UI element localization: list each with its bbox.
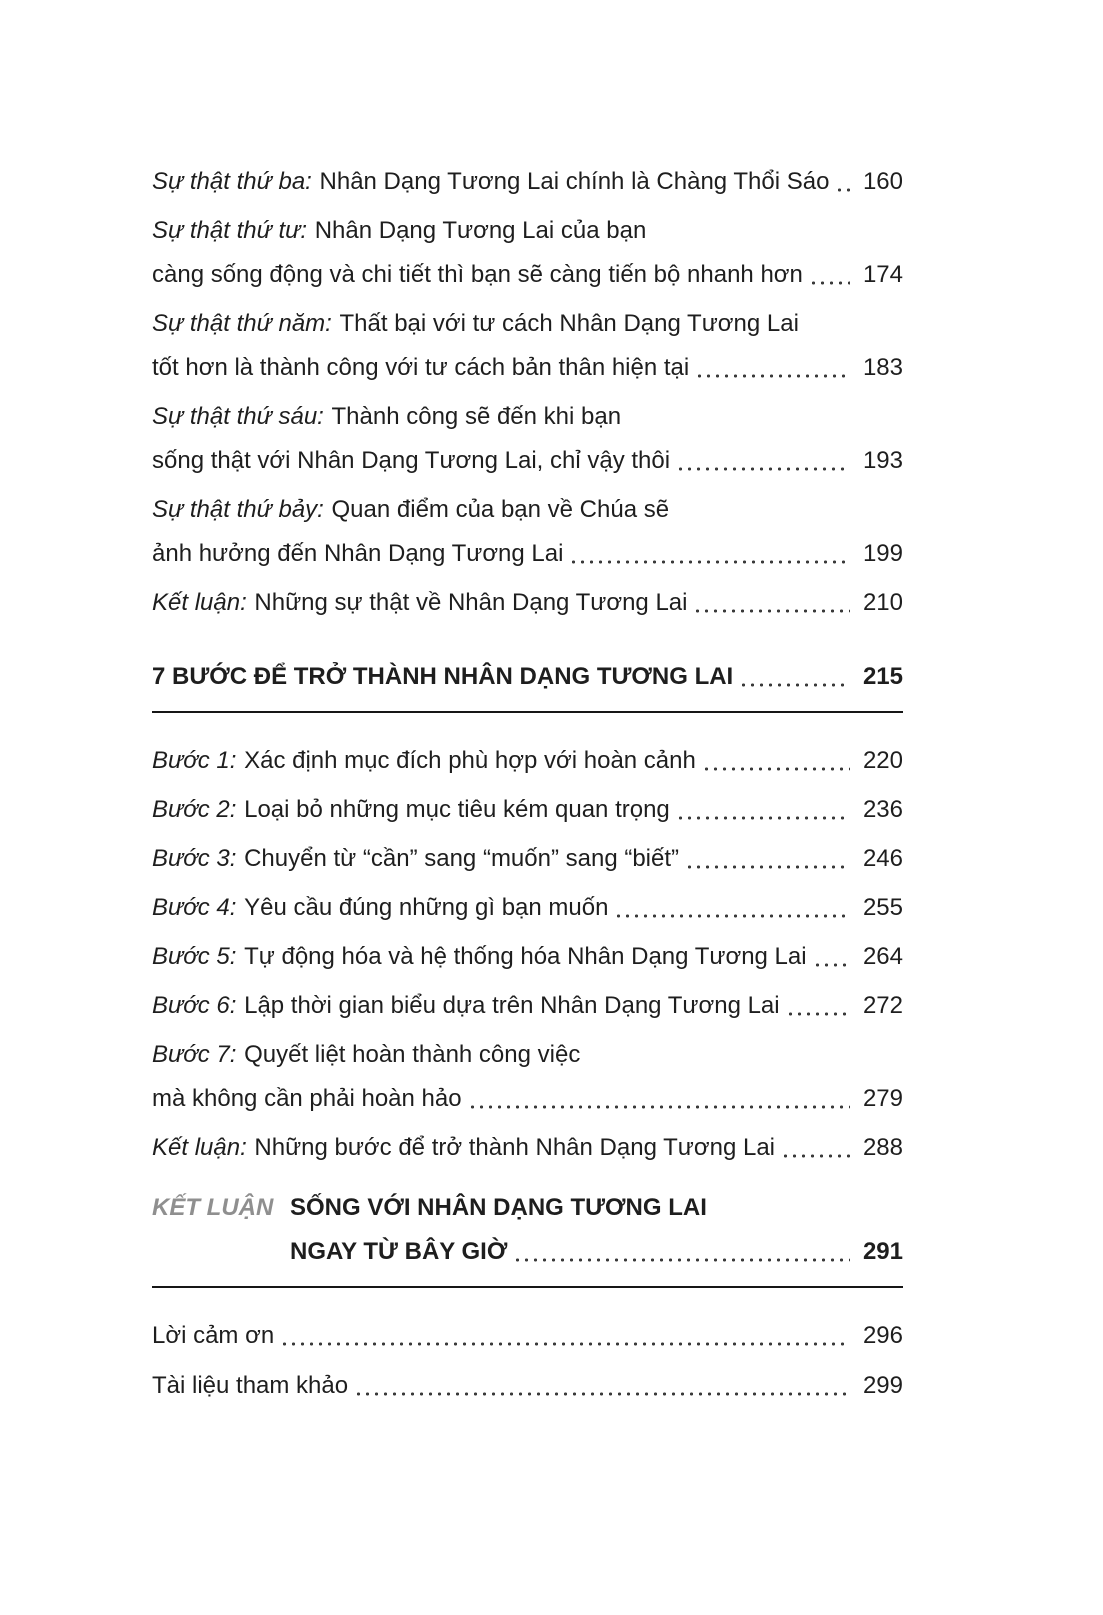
toc-entry xyxy=(152,209,903,297)
toc-entry xyxy=(152,581,903,625)
dot-leader xyxy=(468,1105,850,1109)
dot-leader xyxy=(354,1392,850,1396)
dot-leader xyxy=(685,865,850,869)
entry-page: 160 xyxy=(862,168,903,195)
entry-prefix: Bước 4: xyxy=(152,894,237,921)
toc-entry xyxy=(152,1126,903,1170)
toc-entry xyxy=(152,488,903,576)
entry-page: 193 xyxy=(862,447,903,474)
dot-leader xyxy=(809,281,850,285)
entry-prefix: Bước 3: xyxy=(152,845,237,872)
entry-title: Tài liệu tham khảo xyxy=(152,1372,349,1399)
entry-title: Quan điểm của bạn về Chúa sẽ xyxy=(331,496,670,523)
entry-title: Loại bỏ những mục tiêu kém quan trọng xyxy=(244,796,670,823)
entry-page: 174 xyxy=(862,261,903,288)
entry-title: Yêu cầu đúng những gì bạn muốn xyxy=(244,894,609,921)
toc-entry-line xyxy=(152,346,903,390)
entry-page: 264 xyxy=(862,943,903,970)
dot-leader xyxy=(786,1012,850,1016)
entry-prefix: Bước 2: xyxy=(152,796,237,823)
entry-title: Quyết liệt hoàn thành công việc xyxy=(244,1041,581,1068)
dot-leader xyxy=(695,374,850,378)
toc-entry-line xyxy=(152,1077,903,1121)
dot-leader xyxy=(835,188,850,192)
entry-page: 199 xyxy=(862,540,903,567)
dot-leader xyxy=(676,467,850,471)
toc-entry-line xyxy=(152,302,903,346)
dot-leader xyxy=(614,914,850,918)
entry-prefix: Sự thật thứ bảy: xyxy=(152,496,324,523)
entry-title: Những sự thật về Nhân Dạng Tương Lai xyxy=(254,589,688,616)
conclusion-line-2 xyxy=(152,1230,903,1274)
entry-prefix: Bước 5: xyxy=(152,943,237,970)
dot-leader xyxy=(739,683,850,687)
toc-entry xyxy=(152,984,903,1028)
section-steps xyxy=(152,739,903,1170)
entry-title: Nhân Dạng Tương Lai của bạn xyxy=(314,217,647,244)
entry-prefix: Bước 6: xyxy=(152,992,237,1019)
entry-title: Tự động hóa và hệ thống hóa Nhân Dạng Tương Lai xyxy=(244,943,807,970)
section-divider xyxy=(152,1286,903,1288)
entry-title-continued: mà không cần phải hoàn hảo xyxy=(152,1085,462,1112)
section-header-page: 215 xyxy=(862,663,903,690)
entry-prefix: Kết luận: xyxy=(152,589,247,616)
toc-entry xyxy=(152,302,903,390)
toc-entry xyxy=(152,788,903,832)
toc-entry-line xyxy=(152,395,903,439)
conclusion-line-1 xyxy=(152,1186,903,1230)
section-header-7-steps xyxy=(152,655,903,699)
entry-title: Thành công sẽ đến khi bạn xyxy=(331,403,622,430)
entry-title: Chuyển từ “cần” sang “muốn” sang “biết” xyxy=(244,845,680,872)
toc-entry xyxy=(152,837,903,881)
conclusion-label: KẾT LUẬN xyxy=(152,1194,274,1221)
entry-title: Xác định mục đích phù hợp với hoàn cảnh xyxy=(244,747,696,774)
entry-prefix: Sự thật thứ sáu: xyxy=(152,403,324,430)
entry-page: 296 xyxy=(862,1322,903,1349)
toc-entry xyxy=(152,739,903,783)
entry-prefix: Bước 1: xyxy=(152,747,237,774)
entry-page: 288 xyxy=(862,1134,903,1161)
toc-entry-line xyxy=(152,160,903,204)
toc-entry-line xyxy=(152,837,903,881)
toc-entry-line xyxy=(152,739,903,783)
toc-entry-line xyxy=(152,532,903,576)
entry-title: Lập thời gian biểu dựa trên Nhân Dạng Tương Lai xyxy=(244,992,780,1019)
toc-entry xyxy=(152,1314,903,1358)
toc-entry xyxy=(152,395,903,483)
entry-page: 236 xyxy=(862,796,903,823)
entry-title-continued: sống thật với Nhân Dạng Tương Lai, chỉ vậy thôi xyxy=(152,447,671,474)
entry-title: Nhân Dạng Tương Lai chính là Chàng Thổi Sáo xyxy=(319,168,830,195)
entry-title: Lời cảm ơn xyxy=(152,1322,275,1349)
toc-entry-line xyxy=(152,1033,903,1077)
toc-entry xyxy=(152,886,903,930)
entry-page: 246 xyxy=(862,845,903,872)
dot-leader xyxy=(693,609,850,613)
dot-leader xyxy=(702,767,850,771)
dot-leader xyxy=(813,963,850,967)
entry-page: 220 xyxy=(862,747,903,774)
entry-prefix: Kết luận: xyxy=(152,1134,247,1161)
dot-leader xyxy=(569,560,850,564)
section-conclusion xyxy=(152,1186,903,1274)
section-truths xyxy=(152,160,903,625)
entry-page: 272 xyxy=(862,992,903,1019)
section-header-line xyxy=(152,655,903,699)
toc-entry-line xyxy=(152,1126,903,1170)
toc-entry xyxy=(152,1033,903,1121)
toc-entry-line xyxy=(152,209,903,253)
entry-title-continued: càng sống động và chi tiết thì bạn sẽ càng tiến bộ nhanh hơn xyxy=(152,261,803,288)
dot-leader xyxy=(280,1342,850,1346)
toc-entry-line xyxy=(152,253,903,297)
toc-entry-line xyxy=(152,439,903,483)
entry-page: 183 xyxy=(862,354,903,381)
toc-entry-line xyxy=(152,788,903,832)
toc-entry-line xyxy=(152,984,903,1028)
section-divider xyxy=(152,711,903,713)
entry-page: 210 xyxy=(862,589,903,616)
toc-entry-line xyxy=(152,935,903,979)
toc-entry-line xyxy=(152,1364,903,1408)
toc-entry xyxy=(152,1364,903,1408)
toc-entry xyxy=(152,160,903,204)
entry-title-continued: tốt hơn là thành công với tư cách bản thân hiện tại xyxy=(152,354,690,381)
toc-entry-line xyxy=(152,1314,903,1358)
entry-page: 279 xyxy=(862,1085,903,1112)
entry-page: 255 xyxy=(862,894,903,921)
section-header-title: 7 BƯỚC ĐỂ TRỞ THÀNH NHÂN DẠNG TƯƠNG LAI xyxy=(152,663,734,690)
toc-entry xyxy=(152,935,903,979)
entry-prefix: Sự thật thứ năm: xyxy=(152,310,332,337)
toc-entry-line xyxy=(152,581,903,625)
section-back-matter xyxy=(152,1314,903,1408)
dot-leader xyxy=(513,1258,850,1262)
entry-title: Những bước để trở thành Nhân Dạng Tương Lai xyxy=(254,1134,775,1161)
entry-title-continued: ảnh hưởng đến Nhân Dạng Tương Lai xyxy=(152,540,564,567)
conclusion-page: 291 xyxy=(862,1238,903,1265)
entry-prefix: Sự thật thứ ba: xyxy=(152,168,312,195)
toc-entry-line xyxy=(152,886,903,930)
dot-leader xyxy=(676,816,850,820)
entry-title: Thất bại với tư cách Nhân Dạng Tương Lai xyxy=(339,310,799,337)
conclusion-title-line1: SỐNG VỚI NHÂN DẠNG TƯƠNG LAI xyxy=(290,1194,707,1221)
entry-page: 299 xyxy=(862,1372,903,1399)
entry-prefix: Sự thật thứ tư: xyxy=(152,217,308,244)
toc-entry-line xyxy=(152,488,903,532)
entry-prefix: Bước 7: xyxy=(152,1041,237,1068)
dot-leader xyxy=(781,1154,850,1158)
conclusion-title-line2: NGAY TỪ BÂY GIỜ xyxy=(290,1238,508,1265)
